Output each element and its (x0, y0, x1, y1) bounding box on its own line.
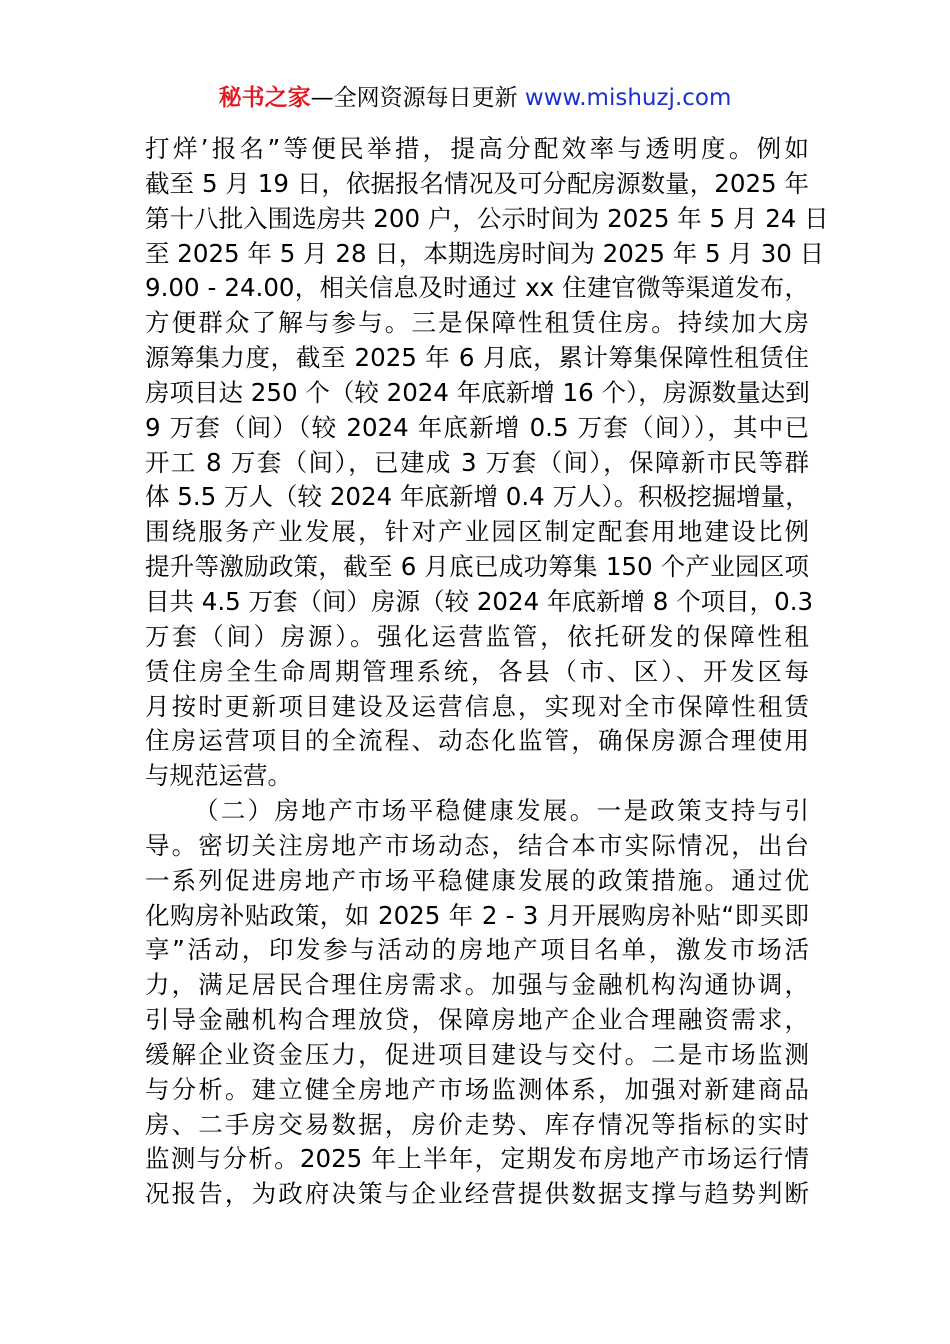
text-line: 目共 4.5 万套（间）房源（较 2024 年底新增 8 个项目，0.3 (145, 586, 814, 616)
text-line: 导。密切关注房地产市场动态，结合本市实际情况，出台 (145, 830, 809, 860)
text-line: 第十八批入围选房共 200 户，公示时间为 2025 年 5 月 24 日 (145, 203, 829, 233)
text-line: 房、二手房交易数据，房价走势、库存情况等指标的实时 (145, 1109, 809, 1139)
site-url: www.mishuzj.com (524, 85, 732, 111)
text-line: 月按时更新项目建设及运营信息，实现对全市保障性租赁 (145, 691, 809, 721)
text-line: 打烊’报名”等便民举措，提高分配效率与透明度。例如 (145, 134, 809, 163)
text-line: 赁住房全生命周期管理系统，各县（市、区）、开发区每 (145, 656, 809, 686)
text-line: 况报告，为政府决策与企业经营提供数据支撑与趋势判断 (145, 1179, 809, 1209)
document-body (145, 132, 829, 1212)
text-line: 监测与分析。2025 年上半年，定期发布房地产市场运行情 (145, 1144, 809, 1174)
text-line: 9.00 - 24.00，相关信息及时通过 xx 住建官微等渠道发布， (145, 273, 809, 303)
text-line: 化购房补贴政策，如 2025 年 2 - 3 月开展购房补贴“即买即 (145, 900, 809, 930)
text-line: 万套（间）房源）。强化运营监管，依托研发的保障性租 (145, 621, 809, 651)
text-line: 享”活动，印发参与活动的房地产项目名单，激发市场活 (145, 935, 809, 965)
text-line: 与分析。建立健全房地产市场监测体系，加强对新建商品 (145, 1074, 809, 1104)
text-line: 提升等激励政策，截至 6 月底已成功筹集 150 个产业园区项 (145, 552, 809, 582)
text-line: 力，满足居民合理住房需求。加强与金融机构沟通协调， (145, 970, 809, 1000)
text-line: 引导金融机构合理放贷，保障房地产企业合理融资需求， (145, 1005, 809, 1035)
text-line: 源筹集力度，截至 2025 年 6 月底，累计筹集保障性租赁住 (145, 343, 809, 373)
text-line: 9 万套（间）（较 2024 年底新增 0.5 万套（间）），其中已 (145, 412, 809, 442)
text-line: 体 5.5 万人（较 2024 年底新增 0.4 万人）。积极挖掘增量， (145, 482, 810, 512)
paragraph (145, 132, 829, 794)
text-line: 与规范运营。 (145, 761, 292, 791)
brand-name: 秘书之家 (218, 85, 311, 111)
text-line: 一系列促进房地产市场平稳健康发展的政策措施。通过优 (145, 865, 809, 895)
section-heading-line: （二）房地产市场平稳健康发展。一是政策支持与引 (194, 796, 809, 826)
text-line: 至 2025 年 5 月 28 日，本期选房时间为 2025 年 5 月 30 日 (145, 238, 825, 268)
page-header (0, 78, 950, 118)
text-line: 围绕服务产业发展，针对产业园区制定配套用地建设比例 (145, 517, 809, 547)
text-line: 方便群众了解与参与。三是保障性租赁住房。持续加大房 (145, 308, 809, 338)
paragraph (145, 794, 809, 1212)
text-line: 截至 5 月 19 日，依据报名情况及可分配房源数量，2025 年 (145, 168, 809, 198)
text-line: 缓解企业资金压力，促进项目建设与交付。二是市场监测 (145, 1039, 809, 1069)
text-line: 房项目达 250 个（较 2024 年底新增 16 个），房源数量达到 (145, 377, 810, 407)
header-tagline: —全网资源每日更新 (310, 85, 518, 111)
text-line: 住房运营项目的全流程、动态化监管，确保房源合理使用 (145, 726, 809, 756)
text-line: 开工 8 万套（间），已建成 3 万套（间），保障新市民等群 (145, 447, 809, 477)
